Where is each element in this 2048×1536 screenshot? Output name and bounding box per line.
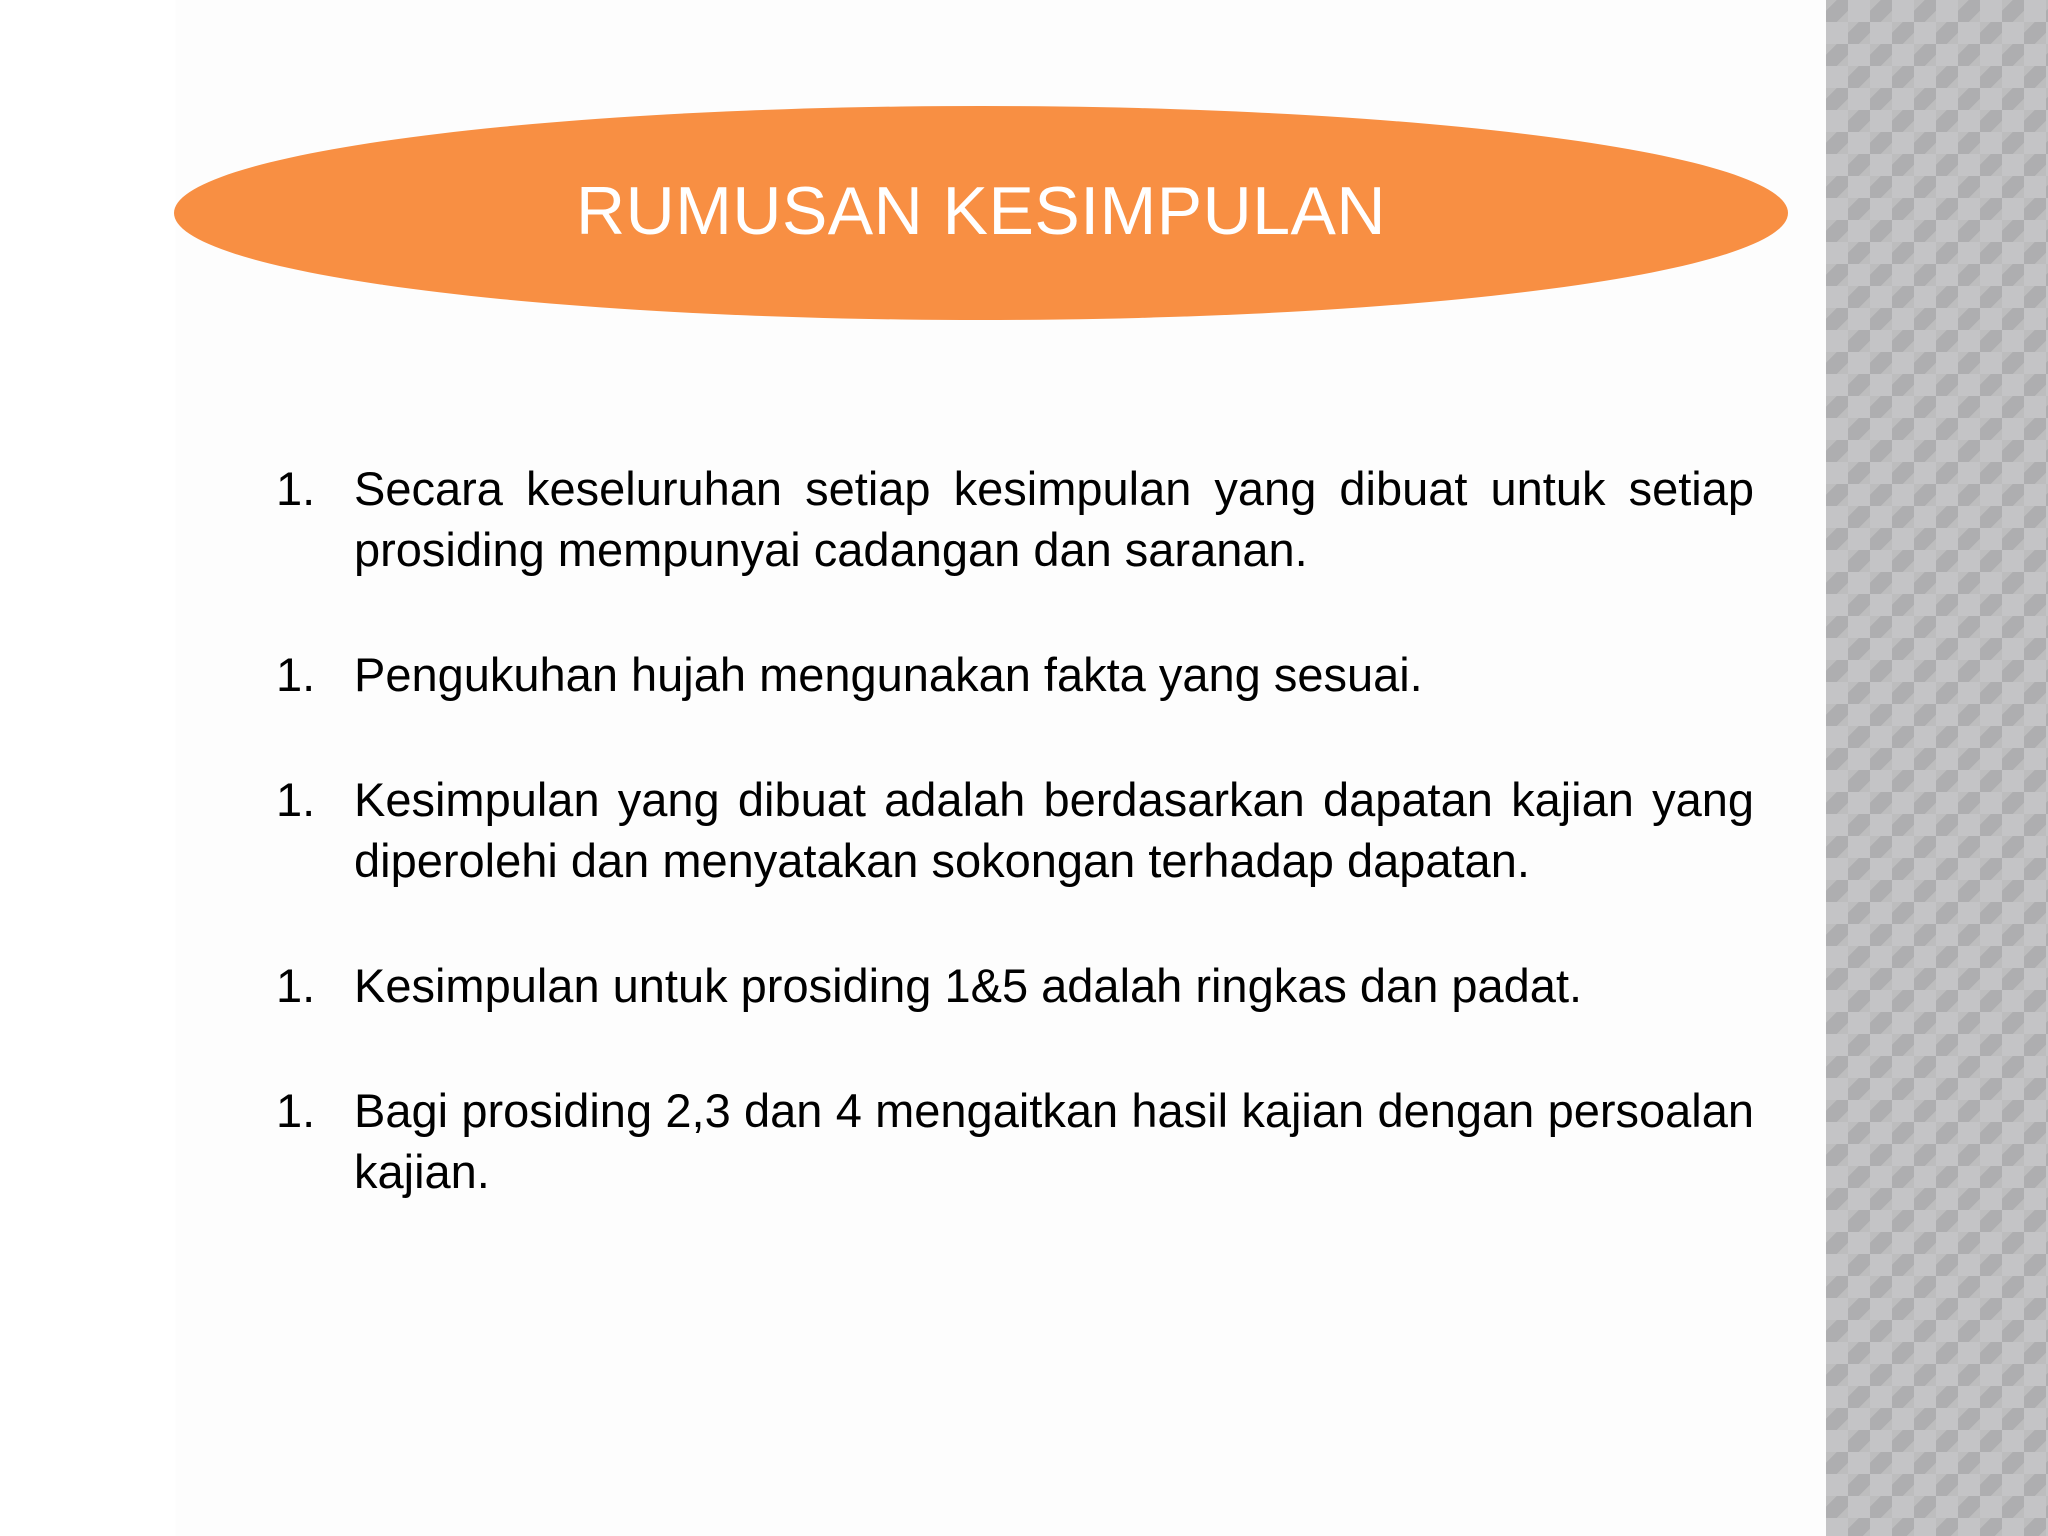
conclusion-list [276, 458, 1754, 1202]
list-item-4 [276, 955, 1754, 1016]
list-item-3 [276, 769, 1754, 891]
list-item-2 [276, 644, 1754, 705]
slide-title: RUMUSAN KESIMPULAN [575, 173, 1387, 249]
list-item-number: 1. [276, 959, 316, 1012]
list-item-text: Kesimpulan untuk prosiding 1&5 adalah ringkas dan padat. [354, 959, 1583, 1012]
list-item-text: Secara keseluruhan setiap kesimpulan yang dibuat untuk setiap prosiding mempunyai cadangan dan saranan. [354, 462, 1754, 576]
list-item-5 [276, 1080, 1754, 1202]
list-item-text: Pengukuhan hujah mengunakan fakta yang sesuai. [354, 648, 1423, 701]
list-item-number: 1. [276, 1084, 316, 1137]
list-item-number: 1. [276, 773, 316, 826]
title-ellipse [174, 106, 1788, 320]
decorative-pattern-strip [1826, 0, 2048, 1536]
list-item-text: Bagi prosiding 2,3 dan 4 mengaitkan hasil kajian dengan persoalan kajian. [354, 1084, 1754, 1198]
list-item-text: Kesimpulan yang dibuat adalah berdasarkan dapatan kajian yang diperolehi dan menyatakan sokongan terhadap dapatan. [354, 773, 1754, 887]
list-item-number: 1. [276, 648, 316, 701]
list-item-number: 1. [276, 462, 316, 515]
list-item-1 [276, 458, 1754, 580]
